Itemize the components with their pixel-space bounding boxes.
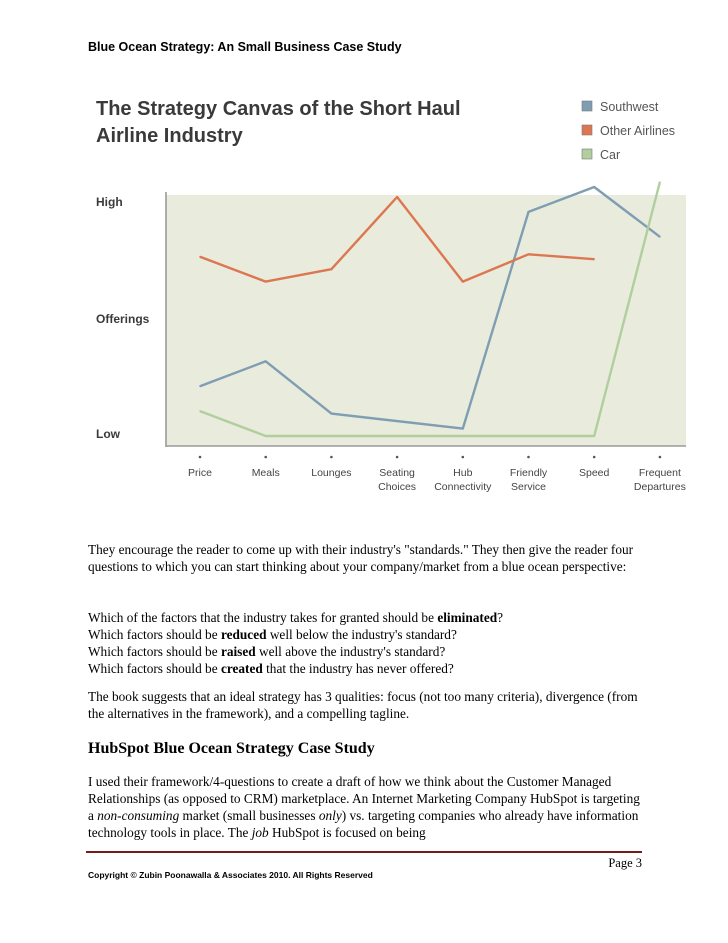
keyword-eliminated: eliminated xyxy=(437,610,498,625)
hubspot-text-4: HubSpot is focused on being xyxy=(268,825,426,840)
question-create xyxy=(88,661,454,676)
data-point-southwest-lounges xyxy=(331,413,333,415)
document-header-title: Blue Ocean Strategy: An Small Business Case Study xyxy=(88,40,402,54)
x-tick-seating-choices xyxy=(396,456,399,459)
data-point-southwest-frequent-departures xyxy=(659,236,661,238)
emphasis-job: job xyxy=(251,825,269,840)
data-point-car-frequent-departures xyxy=(659,181,661,183)
legend-label-car: Car xyxy=(600,148,621,162)
data-point-southwest-friendly-service xyxy=(528,211,530,213)
x-tick-label-frequent-departures-line-2: Departures xyxy=(633,481,686,493)
x-tick-label-speed: Speed xyxy=(579,467,610,479)
data-point-southwest-meals xyxy=(265,361,267,363)
question-create-end: that the industry has never offered? xyxy=(262,661,454,676)
data-point-car-meals xyxy=(265,435,267,437)
keyword-reduced: reduced xyxy=(220,627,267,642)
question-create-text: Which factors should be xyxy=(88,661,221,676)
intro-paragraph: They encourage the reader to come up with their industry's "standards." They then give the reader four questions to which you can start thinking about your company/market from a blue ocean perspective: xyxy=(88,542,634,574)
data-point-other-airlines-speed xyxy=(593,258,595,260)
keyword-raised: raised xyxy=(220,644,256,659)
question-reduce-text: Which factors should be xyxy=(88,627,221,642)
question-eliminate xyxy=(88,610,503,625)
data-point-other-airlines-price xyxy=(199,256,201,258)
y-tick-low: Low xyxy=(96,427,120,441)
x-tick-label-seating-choices-line-2: Choices xyxy=(378,481,417,493)
x-tick-meals xyxy=(264,456,267,459)
data-point-car-price xyxy=(199,410,201,412)
question-raise-text: Which factors should be xyxy=(88,644,221,659)
x-tick-label-hub-connectivity-line-2: Connectivity xyxy=(434,481,492,493)
x-tick-label-friendly-service-line-1: Friendly xyxy=(509,467,548,479)
x-tick-price xyxy=(199,456,202,459)
x-tick-label-meals: Meals xyxy=(251,467,280,479)
data-point-car-hub-connectivity xyxy=(462,435,464,437)
page-number: Page 3 xyxy=(608,856,642,870)
legend-swatch-southwest xyxy=(582,101,592,111)
x-tick-lounges xyxy=(330,456,333,459)
data-point-car-lounges xyxy=(331,435,333,437)
x-tick-label-frequent-departures-line-1: Frequent xyxy=(638,467,681,479)
question-eliminate-text: Which of the factors that the industry takes for granted should be xyxy=(88,610,438,625)
legend-label-other-airlines: Other Airlines xyxy=(600,124,676,138)
question-reduce xyxy=(88,627,457,642)
emphasis-non-consuming: non-consuming xyxy=(97,808,180,823)
x-tick-friendly-service xyxy=(527,456,530,459)
x-tick-label-price: Price xyxy=(188,467,212,479)
keyword-created: created xyxy=(220,661,263,676)
hubspot-text-3: ) vs. targeting companies who already have information technology tools in place. The xyxy=(88,808,639,840)
x-tick-frequent-departures xyxy=(659,456,662,459)
chart-legend xyxy=(582,100,675,162)
section-heading: HubSpot Blue Ocean Strategy Case Study xyxy=(88,740,375,757)
legend-swatch-other-airlines xyxy=(582,125,592,135)
question-raise xyxy=(88,644,445,659)
y-axis-label: Offerings xyxy=(96,312,150,326)
emphasis-only: only xyxy=(318,808,342,823)
data-point-car-seating-choices xyxy=(396,435,398,437)
footer-divider xyxy=(86,851,642,853)
hubspot-text-2: market (small businesses xyxy=(179,808,319,823)
data-point-other-airlines-seating-choices xyxy=(396,196,398,198)
x-tick-labels xyxy=(188,467,686,493)
y-tick-high: High xyxy=(96,195,123,209)
x-tick-label-seating-choices-line-1: Seating xyxy=(379,467,415,479)
data-point-southwest-hub-connectivity xyxy=(462,428,464,430)
ideal-strategy-paragraph: The book suggests that an ideal strategy has 3 qualities: focus (not too many criteria), divergence (from the alternatives in the framework), and a compelling tagline. xyxy=(88,689,638,721)
data-point-car-speed xyxy=(593,435,595,437)
strategy-canvas-chart xyxy=(86,84,692,504)
chart-title-line-1: The Strategy Canvas of the Short Haul xyxy=(96,98,461,120)
x-tick-marks xyxy=(199,456,662,459)
x-tick-speed xyxy=(593,456,596,459)
x-tick-hub-connectivity xyxy=(462,456,465,459)
question-raise-end: well above the industry's standard? xyxy=(255,644,446,659)
data-point-southwest-price xyxy=(199,385,201,387)
chart-title-line-2: Airline Industry xyxy=(96,125,243,147)
data-point-car-friendly-service xyxy=(528,435,530,437)
x-tick-label-friendly-service-line-2: Service xyxy=(510,481,547,493)
data-point-other-airlines-friendly-service xyxy=(528,253,530,255)
strategy-canvas-figure xyxy=(86,84,692,504)
data-point-other-airlines-hub-connectivity xyxy=(462,281,464,283)
question-list xyxy=(88,609,648,677)
data-point-other-airlines-meals xyxy=(265,281,267,283)
data-point-southwest-speed xyxy=(593,186,595,188)
data-point-other-airlines-lounges xyxy=(331,268,333,270)
question-eliminate-end: ? xyxy=(497,610,504,625)
hubspot-text-1: I used their framework/4-questions to create a draft of how we think about the Customer Managed Relationships (as opposed to CRM) marketplace. An Internet Marketing Company HubSpot is targeting a xyxy=(88,774,640,823)
legend-label-southwest: Southwest xyxy=(600,100,659,114)
hubspot-paragraph xyxy=(88,773,648,841)
x-tick-label-lounges: Lounges xyxy=(311,467,352,479)
copyright-notice: Copyright © Zubin Poonawalla & Associates 2010. All Rights Reserved xyxy=(88,870,373,880)
question-reduce-end: well below the industry's standard? xyxy=(266,627,457,642)
legend-swatch-car xyxy=(582,149,592,159)
x-tick-label-hub-connectivity-line-1: Hub xyxy=(453,467,473,479)
